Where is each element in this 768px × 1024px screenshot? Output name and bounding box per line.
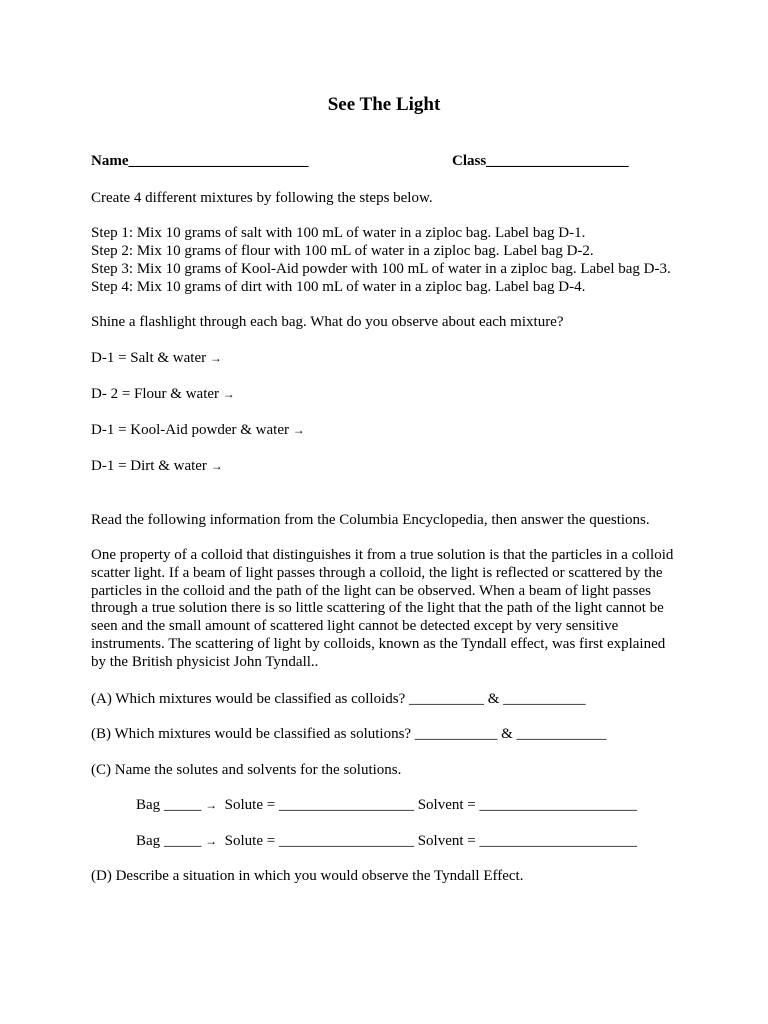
page-title: See The Light (327, 94, 441, 115)
encyclopedia-passage: One property of a colloid that distinguishes it from a true solution is that the particles in a colloid scatter light. If a beam of light passes through a colloid, the light is reflected or scattered by the particles in the colloid and the path of the light can be observed. When a beam of light passes through a true solution there is so little scattering of the light that the path of the light cannot be seen and the small amount of scattered light cannot be detected except by very sensitive instruments. The scattering of light by colloids, known as the Tyndall effect, was first explained by the British physicist John Tyndall.. (91, 547, 674, 670)
question-d: (D) Describe a situation in which you would observe the Tyndall Effect. (91, 868, 524, 884)
right-arrow-icon: → (222, 387, 235, 401)
bag-row-1 (136, 796, 637, 814)
bag-row-2 (136, 832, 637, 850)
observation-kool-aid (91, 421, 305, 439)
bag-label: Bag _____ (136, 797, 202, 813)
question-c: (C) Name the solutes and solvents for the solutions. (91, 762, 402, 778)
read-instruction: Read the following information from the Columbia Encyclopedia, then answer the questions. (91, 512, 650, 528)
right-arrow-icon: → (209, 351, 222, 365)
flashlight-prompt: Shine a flashlight through each bag. What do you observe about each mixture? (91, 314, 564, 330)
observation-label: D-1 = Dirt & water (91, 458, 207, 474)
observation-label: D- 2 = Flour & water (91, 386, 220, 402)
solute-solvent-blanks: Solute = __________________ Solvent = _____________________ (224, 797, 638, 813)
observation-d2-flour (91, 385, 235, 403)
step-1: Step 1: Mix 10 grams of salt with 100 mL of water in a ziploc bag. Label bag D-1. (91, 225, 586, 241)
class-field-label: Class___________________ (452, 153, 629, 169)
right-arrow-icon: → (292, 423, 305, 437)
step-4: Step 4: Mix 10 grams of dirt with 100 mL of water in a ziploc bag. Label bag D-4. (91, 279, 586, 295)
question-a: (A) Which mixtures would be classified as colloids? __________ & ___________ (91, 691, 586, 707)
worksheet-page (91, 0, 691, 1024)
question-b: (B) Which mixtures would be classified as solutions? ___________ & ____________ (91, 726, 607, 742)
right-arrow-icon: → (210, 459, 223, 473)
step-3: Step 3: Mix 10 grams of Kool-Aid powder with 100 mL of water in a ziploc bag. Label bag D-3. (91, 261, 671, 277)
right-arrow-icon: → (205, 834, 218, 848)
name-field-label: Name________________________ (91, 153, 309, 169)
bag-label: Bag _____ (136, 833, 206, 849)
step-2: Step 2: Mix 10 grams of flour with 100 mL of water in a ziploc bag. Label bag D-2. (91, 243, 594, 259)
right-arrow-icon: → (205, 798, 218, 812)
observation-dirt (91, 457, 223, 475)
solute-solvent-blanks: Solute = __________________ Solvent = _____________________ (224, 833, 638, 849)
intro-text: Create 4 different mixtures by following the steps below. (91, 190, 433, 206)
observation-d1-salt (91, 349, 222, 367)
observation-label: D-1 = Kool-Aid powder & water (91, 422, 289, 438)
observation-label: D-1 = Salt & water (91, 350, 207, 366)
